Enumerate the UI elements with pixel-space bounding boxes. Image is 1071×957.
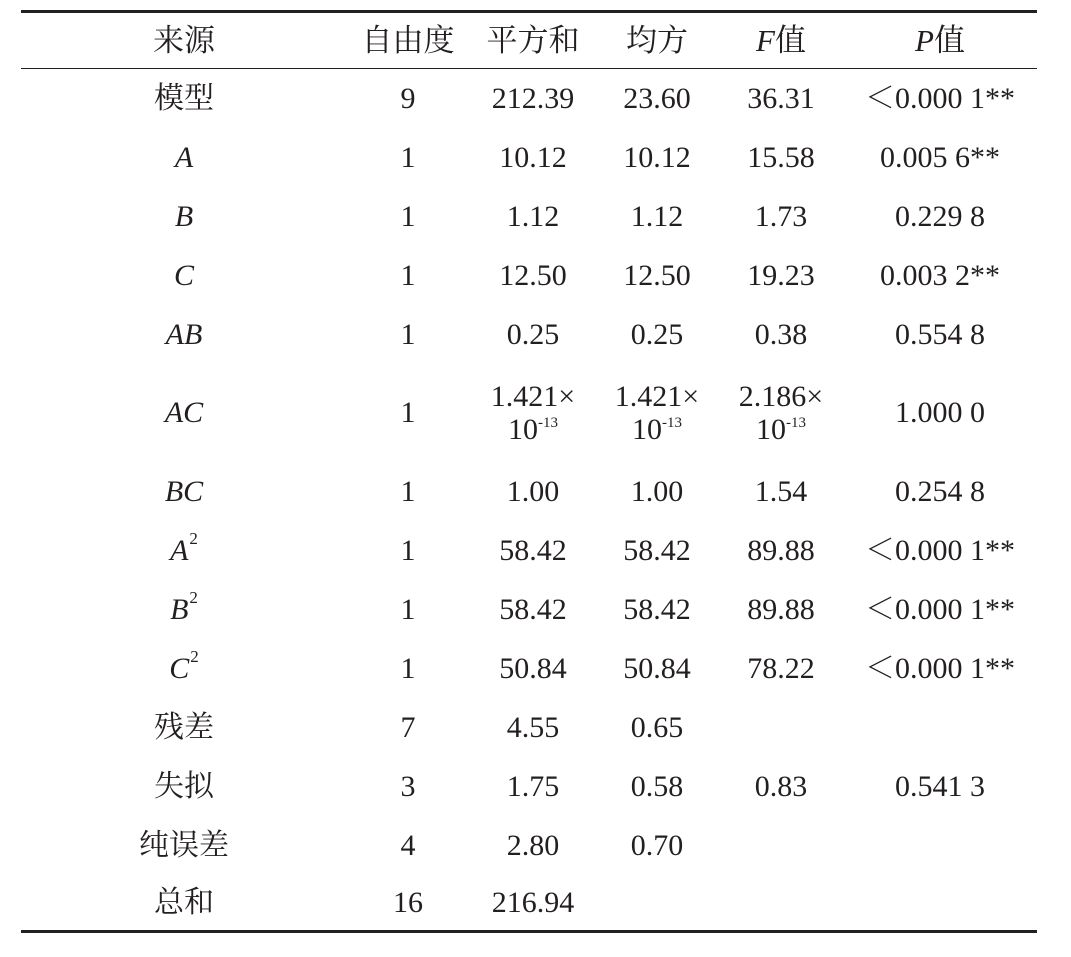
f-cell: 89.88 (747, 533, 815, 567)
source-cell: C (173, 258, 194, 292)
table-row (21, 757, 1037, 816)
p-cell: 0.554 8 (895, 317, 985, 351)
source-cell: BC (164, 474, 204, 508)
ms-cell: 0.70 (630, 828, 684, 862)
df-cell: 1 (400, 258, 416, 292)
ss-cell: 58.42 (499, 592, 567, 626)
p-cell: ＜0.000 1** (865, 81, 1015, 115)
df-cell: 1 (400, 199, 416, 233)
p-cell: 0.229 8 (895, 199, 985, 233)
p-cell: 0.005 6** (880, 140, 1000, 174)
table-row (21, 187, 1037, 246)
source-cell: 残差 (154, 710, 214, 744)
p-cell: 0.003 2** (880, 258, 1000, 292)
f-cell: 15.58 (747, 140, 815, 174)
f-cell: 0.38 (754, 317, 808, 351)
df-cell: 4 (400, 828, 416, 862)
ms-cell: 50.84 (623, 651, 691, 685)
p-cell: 0.541 3 (895, 769, 985, 803)
ss-cell: 216.94 (491, 885, 575, 919)
ss-cell: 10.12 (499, 140, 567, 174)
df-cell: 1 (400, 140, 416, 174)
ss-cell: 1.00 (506, 474, 560, 508)
table-row (21, 128, 1037, 187)
ss-cell: 4.55 (506, 710, 560, 744)
f-cell: 36.31 (747, 81, 815, 115)
df-cell: 3 (400, 769, 416, 803)
table-row (21, 246, 1037, 305)
table-row (21, 875, 1037, 930)
p-cell: 0.254 8 (895, 474, 985, 508)
header-p-value: P 值 (915, 23, 965, 58)
bottom-rule (21, 930, 1037, 933)
ms-cell: 1.12 (630, 199, 684, 233)
ss-cell: 212.39 (491, 81, 575, 115)
ms-cell: 1.00 (630, 474, 684, 508)
table-row (21, 462, 1037, 521)
ss-cell: 12.50 (499, 258, 567, 292)
ss-cell: 50.84 (499, 651, 567, 685)
ms-cell: 0.65 (630, 710, 684, 744)
source-cell: AC (164, 396, 204, 429)
table-row (21, 698, 1037, 757)
table-row (21, 521, 1037, 580)
source-cell: B (174, 199, 194, 233)
df-cell: 7 (400, 710, 416, 744)
header-f-value: F 值 (756, 23, 806, 58)
df-cell: 1 (400, 474, 416, 508)
ss-cell: 1.75 (506, 769, 560, 803)
table-row (21, 69, 1037, 128)
f-cell: 19.23 (747, 258, 815, 292)
source-cell: 总和 (154, 885, 214, 919)
p-cell: 1.000 0 (895, 396, 985, 429)
df-cell: 9 (400, 81, 416, 115)
source-cell: AB (165, 317, 203, 351)
source-cell: C $^2$ (169, 647, 199, 685)
source-cell: 纯误差 (139, 828, 229, 862)
ms-cell: 23.60 (623, 81, 691, 115)
ms-cell: 0.25 (630, 317, 684, 351)
ms-cell: 1.421× $10^{-13}$ (614, 379, 700, 446)
p-cell: ＜0.000 1** (865, 533, 1015, 567)
ss-cell: 2.80 (506, 828, 560, 862)
table-row (21, 305, 1037, 364)
source-cell: A $^2$ (170, 529, 198, 567)
source-cell: A (174, 140, 194, 174)
df-cell: 1 (400, 651, 416, 685)
source-cell: 失拟 (154, 769, 214, 803)
f-cell: 1.73 (754, 199, 808, 233)
df-cell: 16 (393, 885, 423, 919)
header-source: 来源 (153, 23, 215, 58)
ms-cell: 12.50 (623, 258, 691, 292)
ss-cell: 0.25 (506, 317, 560, 351)
ss-cell: 58.42 (499, 533, 567, 567)
source-cell: 模型 (154, 81, 214, 115)
df-cell: 1 (400, 317, 416, 351)
ms-cell: 0.58 (630, 769, 684, 803)
f-cell: 2.186× $10^{-13}$ (738, 379, 824, 446)
table-header-row (21, 13, 1037, 68)
table-row (21, 816, 1037, 875)
header-ss: 平方和 (486, 23, 580, 58)
p-cell: ＜0.000 1** (865, 592, 1015, 626)
p-cell: ＜0.000 1** (865, 651, 1015, 685)
df-cell: 1 (400, 592, 416, 626)
df-cell: 1 (400, 533, 416, 567)
header-df: 自由度 (361, 23, 455, 58)
f-cell: 0.83 (754, 769, 808, 803)
source-cell: B $^2$ (170, 588, 198, 626)
f-cell: 78.22 (747, 651, 815, 685)
ms-cell: 10.12 (623, 140, 691, 174)
ms-cell: 58.42 (623, 592, 691, 626)
header-ms: 均方 (626, 23, 688, 58)
ms-cell: 58.42 (623, 533, 691, 567)
table-row (21, 364, 1037, 462)
ss-cell: 1.12 (506, 199, 560, 233)
f-cell: 1.54 (754, 474, 808, 508)
table-row (21, 639, 1037, 698)
df-cell: 1 (400, 396, 416, 429)
table-row (21, 580, 1037, 639)
ss-cell: 1.421× $10^{-13}$ (490, 379, 576, 446)
f-cell: 89.88 (747, 592, 815, 626)
